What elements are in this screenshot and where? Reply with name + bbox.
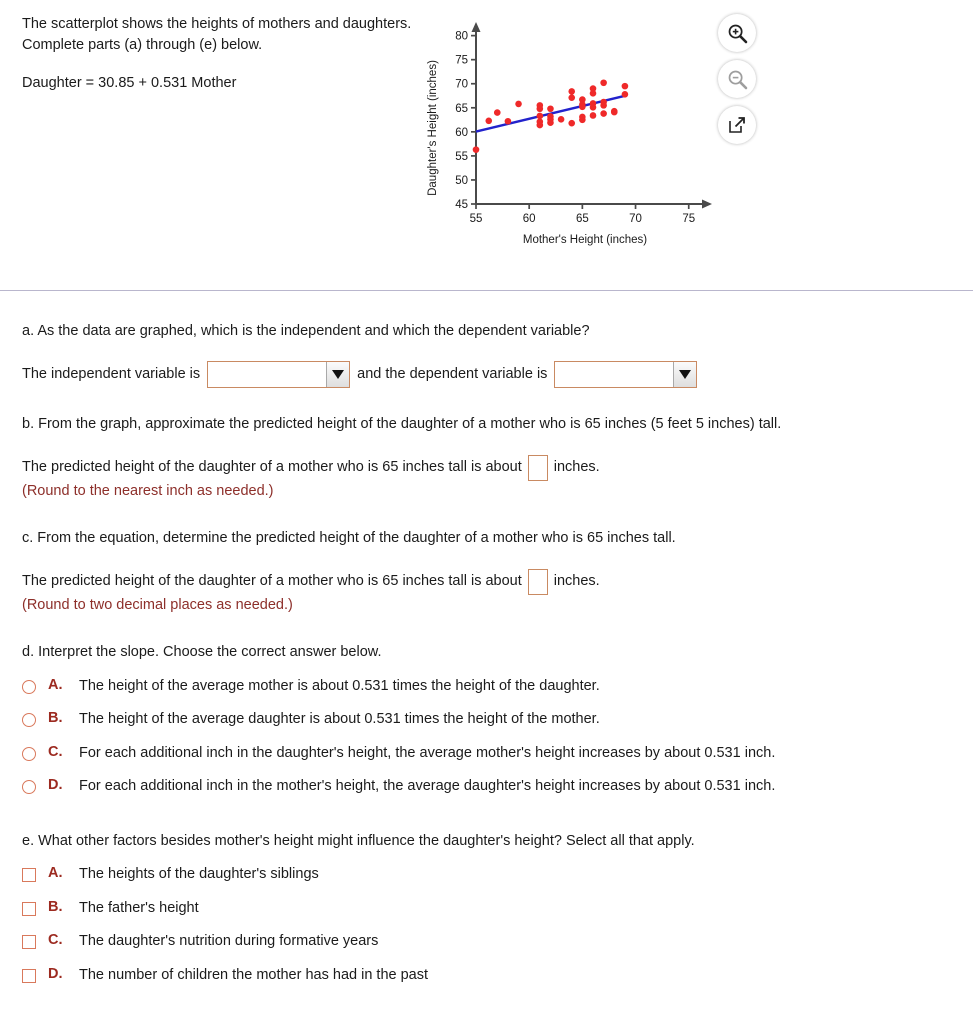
x-tick-label: 65 — [575, 213, 589, 225]
y-tick-label: 55 — [455, 150, 468, 163]
open-in-new-window-icon — [727, 115, 747, 135]
problem-header-region — [0, 0, 973, 290]
scatter-point — [473, 146, 480, 153]
part-a-prompt: a. As the data are graphed, which is the independent and which the dependent variable? — [22, 323, 590, 339]
scatter-point — [547, 105, 554, 112]
independent-variable-dropdown[interactable] — [207, 361, 350, 388]
scatter-points — [473, 79, 629, 152]
y-tick-label: 65 — [455, 102, 468, 115]
checkbox[interactable] — [22, 969, 36, 983]
scatter-point — [515, 101, 522, 108]
chevron-down-icon — [326, 362, 349, 387]
dependent-variable-value — [555, 362, 673, 387]
scatter-point — [590, 112, 597, 119]
scatter-point — [485, 117, 492, 124]
part-a — [0, 321, 973, 388]
part-d-prompt: d. Interpret the slope. Choose the correct answer below. — [22, 644, 382, 661]
zoom-in-button[interactable] — [718, 14, 756, 52]
part-b-prompt: b. From the graph, approximate the predicted height of the daughter of a mother who is 65 inches (5 feet 5 inches) tall. — [22, 416, 782, 433]
pop-out-button[interactable] — [718, 106, 756, 144]
scatter-point — [568, 94, 575, 101]
choice-row[interactable] — [0, 777, 973, 797]
part-c-answer-input[interactable] — [528, 569, 548, 595]
scatter-point — [537, 105, 544, 112]
choice-row[interactable] — [0, 677, 973, 697]
chevron-down-icon — [673, 362, 696, 387]
y-tick-label: 60 — [455, 126, 468, 139]
scatter-point — [622, 91, 629, 98]
y-tick-label: 45 — [455, 199, 468, 211]
x-tick-label: 70 — [629, 213, 642, 225]
choice-row[interactable] — [0, 865, 973, 885]
scatter-point — [579, 117, 586, 124]
scatter-point — [547, 119, 554, 126]
choice-letter: C. — [48, 932, 63, 949]
checkbox[interactable] — [22, 902, 36, 916]
x-axis-label: Mother's Height (inches) — [522, 234, 648, 246]
scatter-point — [505, 118, 512, 125]
part-d — [0, 642, 973, 662]
choice-label: The father's height — [79, 899, 199, 916]
part-d-choice-list — [0, 677, 973, 797]
choice-row[interactable] — [0, 966, 973, 986]
choice-letter: B. — [48, 710, 63, 727]
choice-row[interactable] — [0, 710, 973, 730]
choice-label: The height of the average mother is about 0.531 times the height of the daughter. — [79, 677, 600, 694]
scatter-point — [622, 83, 629, 90]
part-c-rounding-note: (Round to two decimal places as needed.) — [22, 596, 293, 613]
part-b-text-post: inches. — [553, 459, 600, 476]
part-e — [0, 831, 973, 851]
part-b — [0, 414, 973, 502]
part-c — [0, 528, 973, 616]
y-axis-label: Daughter's Height (inches) — [427, 60, 439, 196]
part-c-answer-row — [22, 569, 973, 595]
choice-row[interactable] — [0, 932, 973, 952]
part-b-rounding-note: (Round to the nearest inch as needed.) — [22, 482, 274, 499]
part-b-answer-row — [22, 455, 973, 481]
scatter-point — [611, 109, 618, 116]
x-tick-label: 60 — [522, 213, 536, 225]
choice-label: The height of the average daughter is about 0.531 times the height of the mother. — [79, 711, 600, 728]
part-a-text-pre: The independent variable is — [22, 366, 201, 383]
radio-button[interactable] — [22, 780, 36, 794]
radio-button[interactable] — [22, 747, 36, 761]
choice-letter: A. — [48, 865, 63, 882]
scatter-point — [494, 109, 501, 116]
part-e-choice-list — [0, 865, 973, 985]
x-tick-label: 75 — [682, 213, 696, 225]
part-e-prompt: e. What other factors besides mother's height might influence the daughter's height? Select all that apply. — [22, 832, 695, 849]
choice-label: For each additional inch in the daughter's height, the average mother's height increases by about 0.531 inch. — [79, 744, 776, 761]
choice-label: For each additional inch in the mother's height, the average daughter's height increases by about 0.531 inch. — [79, 778, 776, 795]
choice-label: The daughter's nutrition during formative years — [79, 933, 379, 950]
choice-letter: D. — [48, 965, 63, 982]
part-b-answer-input[interactable] — [528, 455, 548, 481]
choice-letter: C. — [48, 743, 63, 760]
y-tick-label: 80 — [455, 30, 468, 43]
choice-label: The heights of the daughter's siblings — [79, 866, 319, 883]
dependent-variable-dropdown[interactable] — [554, 361, 697, 388]
scatter-point — [537, 113, 544, 120]
chart-tool-buttons — [718, 14, 762, 152]
regression-equation: Daughter = 30.85 + 0.531 Mother — [22, 75, 237, 92]
part-c-prompt: c. From the equation, determine the predicted height of the daughter of a mother who is 65 inches tall. — [22, 530, 676, 547]
radio-button[interactable] — [22, 713, 36, 727]
scatterplot-figure — [420, 8, 720, 258]
choice-row[interactable] — [0, 899, 973, 919]
zoom-in-icon — [727, 23, 748, 44]
scatter-point — [568, 120, 575, 127]
zoom-out-button[interactable] — [718, 60, 756, 98]
zoom-out-icon — [727, 69, 748, 90]
scatter-point — [590, 104, 597, 111]
y-tick-label: 70 — [455, 78, 468, 91]
scatterplot-svg — [420, 8, 720, 258]
part-a-text-mid: and the dependent variable is — [357, 366, 548, 383]
choice-label: The number of children the mother has had in the past — [79, 966, 429, 983]
choice-row[interactable] — [0, 744, 973, 764]
choice-letter: A. — [48, 676, 63, 693]
choice-letter: B. — [48, 898, 63, 915]
scatter-point — [590, 90, 597, 97]
y-tick-label: 75 — [455, 54, 468, 67]
radio-button[interactable] — [22, 680, 36, 694]
part-b-text-pre: The predicted height of the daughter of a mother who is 65 inches tall is about — [22, 459, 522, 476]
scatter-point — [600, 102, 607, 109]
scatter-point — [600, 110, 607, 117]
scatter-point — [537, 122, 544, 129]
y-tick-label: 50 — [455, 174, 468, 187]
checkbox[interactable] — [22, 868, 36, 882]
part-c-text-pre: The predicted height of the daughter of a mother who is 65 inches tall is about — [22, 573, 522, 590]
scatter-point — [579, 104, 586, 111]
scatter-point — [568, 88, 575, 95]
independent-variable-value — [208, 362, 326, 387]
problem-stem-text: The scatterplot shows the heights of mothers and daughters. Complete parts (a) through (e) below. — [22, 16, 412, 53]
problem-statement — [22, 14, 412, 94]
question-body — [0, 291, 973, 999]
x-tick-label: 55 — [469, 213, 483, 225]
scatter-point — [600, 79, 607, 86]
checkbox[interactable] — [22, 935, 36, 949]
part-c-text-post: inches. — [553, 573, 600, 590]
part-a-answer-row — [22, 361, 973, 388]
scatter-point — [558, 116, 565, 123]
choice-letter: D. — [48, 777, 63, 794]
